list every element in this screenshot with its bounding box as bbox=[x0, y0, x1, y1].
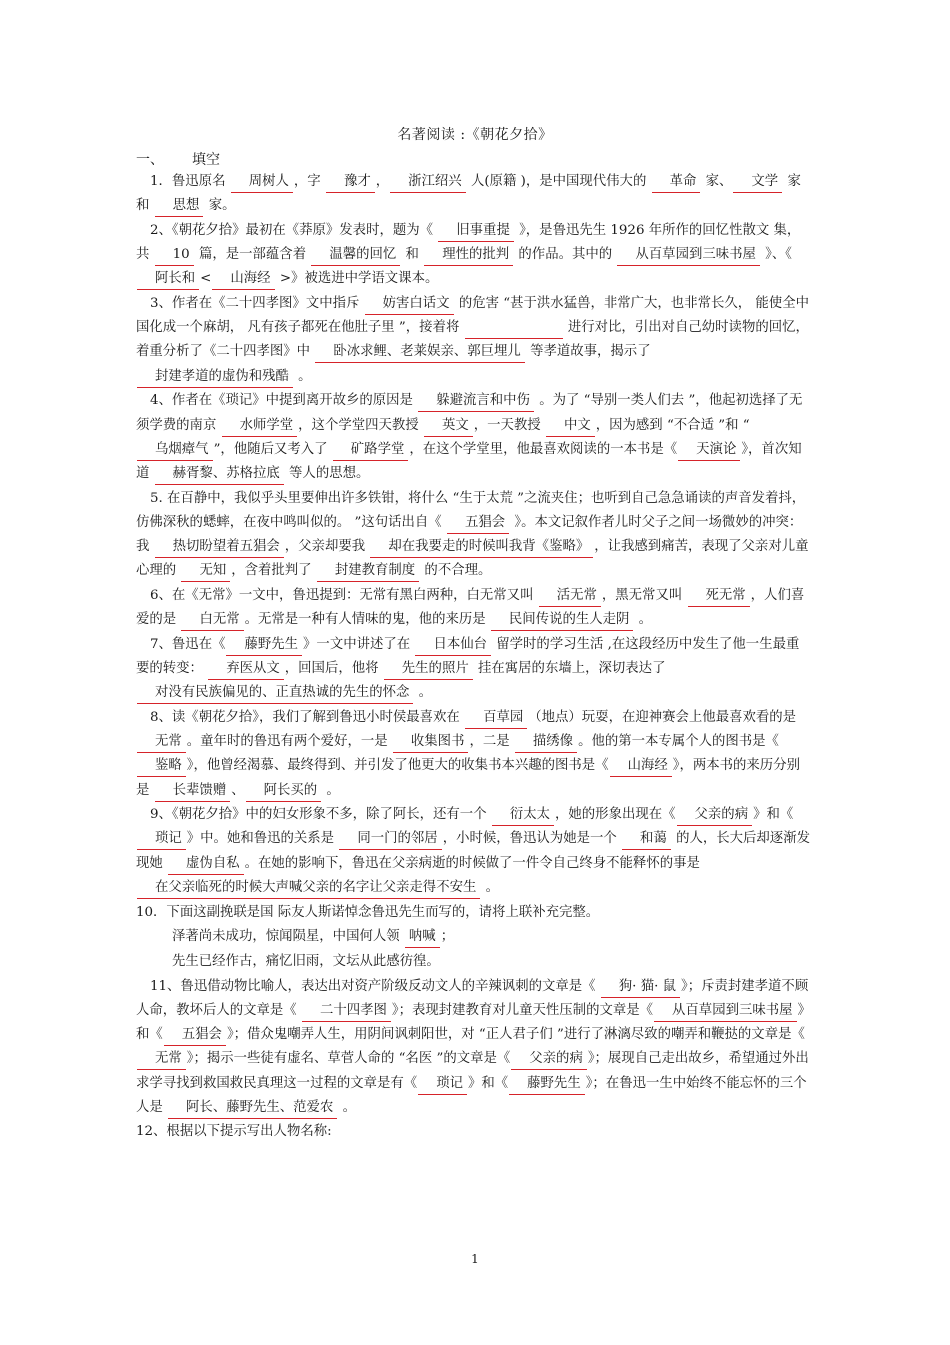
question-text: ”，他随后又考入了 bbox=[213, 441, 332, 457]
question-text: 》，是鲁迅先生 1926 年所作的回忆性散文 集， 共 bbox=[136, 222, 801, 263]
question-text: 的危害 “甚于洪水猛兽，非常广大，也非常长久， 能使全中国化成一个麻胡， 凡有孩子都死在他肚子里 ”，接着将 bbox=[136, 296, 809, 336]
answer-blank: 卧冰求鲤、老莱娱亲、郭巨埋儿 bbox=[315, 342, 524, 363]
question-text: 挂在寓居的东墙上，深切表达了 bbox=[473, 661, 666, 677]
answer-blank: 乌烟瘴气 bbox=[137, 440, 213, 461]
question-1 bbox=[136, 170, 812, 218]
question-text: ，二是 bbox=[469, 734, 514, 750]
couplet-text-c: ； bbox=[440, 929, 455, 945]
answer-blank: 同一门的邻居 bbox=[339, 829, 441, 850]
question-text: 9、《朝花夕拾》中的妇女形象不多，除了阿长，还有一个 bbox=[150, 807, 491, 823]
answer-blank: 文学 bbox=[733, 172, 782, 193]
question-text: 》；表现封建教育对儿童天性压制的文章是《 bbox=[391, 1002, 654, 1018]
question-text: 。 bbox=[322, 782, 340, 798]
question-text: ，她的形象出现在《 bbox=[555, 807, 676, 823]
couplet-line-1 bbox=[136, 925, 812, 949]
question-3 bbox=[136, 292, 812, 389]
answer-blank: 父亲的病 bbox=[677, 805, 753, 826]
answer-blank: 藤野先生 bbox=[509, 1074, 585, 1095]
question-text: ，因为感到 “不合适 ”和 “ bbox=[595, 417, 750, 433]
page-number: 1 bbox=[471, 1252, 479, 1266]
question-text: 》和《 bbox=[753, 807, 794, 823]
answer-blank: 理性的批判 bbox=[424, 245, 513, 266]
question-text: 的人，长大后却逐渐发现她 bbox=[136, 831, 810, 871]
question-5 bbox=[136, 487, 812, 584]
question-text: 。 bbox=[414, 685, 433, 701]
question-text: ，人们喜爱的是 bbox=[136, 587, 805, 628]
question-text: 的作品。其中的 bbox=[514, 247, 617, 263]
question-text: 》中。她和鲁迅的关系是 bbox=[186, 831, 339, 847]
question-text: 。在她的影响下，鲁迅在父亲病逝的时候做了一件令自己终身不能释怀的事是 bbox=[244, 855, 700, 871]
answer-blank: 父亲的病 bbox=[511, 1049, 587, 1070]
answer-blank: 描绣像 bbox=[515, 732, 577, 753]
question-text: 》；揭示一些徒有虚名、草菅人命的 “名医 ”的文章是《 bbox=[186, 1051, 511, 1067]
answer-blank: 英文 bbox=[424, 416, 473, 437]
question-text: 和 bbox=[401, 247, 424, 263]
answer-blank: 弃医从文 bbox=[208, 659, 284, 680]
question-text: 、 bbox=[231, 782, 245, 798]
question-10 bbox=[136, 901, 812, 925]
question-12 bbox=[136, 1120, 812, 1144]
question-text: 留学时的学习生活 ,在这段经历中发生了他一生最重要的转变： bbox=[136, 636, 800, 677]
question-text: ，小时候，鲁迅认为她是一个 bbox=[442, 831, 622, 847]
section-number: 一、 bbox=[136, 152, 164, 168]
question-text: 8、读《朝花夕拾》，我们了解到鲁迅小时侯最喜欢在 bbox=[150, 709, 465, 725]
answer-blank: 五猖会 bbox=[447, 513, 509, 534]
answer-blank: 阿长和 bbox=[137, 269, 199, 290]
question-text: ，这个学堂四天教授 bbox=[298, 417, 423, 433]
answer-blank: 和蔼 bbox=[622, 829, 671, 850]
question-text: 2、《朝花夕拾》最初在《莽原》发表时，题为《 bbox=[150, 222, 438, 238]
question-text: ，让我感到痛苦，表现了父亲对儿童心理的 bbox=[136, 539, 809, 579]
answer-blank: 活无常 bbox=[539, 586, 601, 607]
question-text: 》和《 bbox=[467, 1075, 509, 1091]
answer-blank bbox=[465, 318, 563, 339]
answer-blank: 无常 bbox=[137, 732, 186, 753]
question-text: 。童年时的鲁迅有两个爱好，一是 bbox=[186, 734, 392, 750]
question-text: ，父亲却要我 bbox=[284, 539, 370, 555]
answer-blank: 民间传说的生人走阴 bbox=[491, 610, 634, 631]
question-text: 》；在鲁迅一生中始终不能忘怀的三个人是 bbox=[136, 1075, 807, 1115]
question-11 bbox=[136, 975, 812, 1120]
answer-blank: 衍太太 bbox=[492, 805, 554, 826]
question-text: 5. 在百静中，我似乎头里要伸出许多铁钳，将什么 “生于太荒 ”之流夹住；也听到自己急急诵读的声音发着抖，仿佛深秋的蟋蟀，在夜中鸣叫似的。 ”这句话出自《 bbox=[136, 490, 806, 530]
question-text: < bbox=[200, 271, 212, 287]
question-text: 11、鲁迅借动物比喻人，表达出对资产阶级反动文人的辛辣讽刺的文章是《 bbox=[150, 978, 600, 994]
question-6 bbox=[136, 584, 812, 632]
answer-blank: 先生的照片 bbox=[384, 659, 473, 680]
answer-blank: 中文 bbox=[546, 416, 595, 437]
question-text: 家和 bbox=[136, 174, 801, 214]
question-text: 。为了 “导别一类人们去 ”，他起初选择了无须学费的南京 bbox=[136, 393, 803, 433]
question-text: 等人的思想。 bbox=[284, 465, 370, 481]
answer-blank: 琐记 bbox=[418, 1074, 467, 1095]
question-7 bbox=[136, 633, 812, 706]
answer-blank: 琐记 bbox=[137, 829, 186, 850]
answer-blank: 收集图书 bbox=[393, 732, 469, 753]
question-text: 篇，是一部蕴含着 bbox=[194, 247, 311, 263]
answer-blank: 山海经 bbox=[610, 756, 672, 777]
answer-blank: 无常 bbox=[137, 1049, 186, 1070]
question-list bbox=[136, 170, 812, 1145]
answer-blank: 温馨的回忆 bbox=[311, 245, 400, 266]
answer-blank: 躲避流言和中伤 bbox=[418, 391, 534, 412]
question-text: 12、根据以下提示写出人物名称: bbox=[136, 1124, 332, 1140]
answer-blank: 虚伪自私 bbox=[168, 854, 244, 875]
answer-blank: 白无常 bbox=[181, 610, 243, 631]
question-text: ， bbox=[375, 174, 390, 189]
answer-blank: 矿路学堂 bbox=[333, 440, 409, 461]
answer-blank: 赫胥黎、苏格拉底 bbox=[155, 464, 284, 485]
answer-blank: 长辈馈赠 bbox=[155, 781, 231, 802]
couplet-line-2: 先生已经作古，痛忆旧雨，文坛从此感彷徨。 bbox=[172, 954, 440, 969]
question-text: 。 bbox=[293, 368, 312, 384]
question-text: 。 bbox=[634, 612, 653, 628]
answer-blank: 死无常 bbox=[688, 586, 750, 607]
question-text: 7、鲁迅在《 bbox=[150, 636, 226, 652]
answer-blank: 无知 bbox=[181, 561, 230, 582]
answer-blank: 水师学堂 bbox=[222, 416, 298, 437]
answer-blank: 周树人 bbox=[231, 172, 293, 193]
question-text: 3、作者在《二十四孝图》文中指斥 bbox=[150, 296, 364, 312]
answer-blank: 日本仙台 bbox=[415, 635, 491, 656]
answer-blank: 却在我要走的时候叫我背《鉴略》 bbox=[370, 537, 593, 558]
question-text: 》。本文记叙作者儿时父子之间一场微妙的冲突： 我 bbox=[136, 514, 803, 555]
answer-blank: 妨害白话文 bbox=[365, 294, 454, 315]
answer-blank: 天演论 bbox=[678, 440, 740, 461]
answer-blank: 革命 bbox=[652, 172, 701, 193]
question-text: 家、 bbox=[701, 174, 733, 189]
question-text: ，黑无常又叫 bbox=[601, 587, 687, 603]
question-2 bbox=[136, 219, 812, 292]
question-text: 》；斥责封建孝道不顾人命，教坏后人的文章是《 bbox=[136, 978, 809, 1018]
question-text: ，在这个学堂里，他最喜欢阅读的一本书是《 bbox=[409, 441, 678, 457]
question-text: 。 bbox=[481, 879, 500, 895]
answer-blank: 对没有民族偏见的、正直热诚的先生的怀念 bbox=[137, 683, 413, 704]
answer-blank: 热切盼望着五猖会 bbox=[155, 537, 284, 558]
answer-blank: 藤野先生 bbox=[226, 635, 302, 656]
question-4 bbox=[136, 389, 812, 486]
question-text: 进行对比，引出对自己幼时读物的回忆，着重分析了《二十四孝图》中 bbox=[136, 320, 809, 360]
question-text: 》，首次知道 bbox=[136, 441, 802, 481]
document-title: 名著阅读 :《朝花夕拾》 bbox=[397, 127, 553, 143]
answer-blank: 旧事重提 bbox=[438, 221, 514, 242]
question-text: 的不合理。 bbox=[420, 563, 492, 579]
question-text: 等孝道故事，揭示了 bbox=[525, 344, 651, 360]
answer-blank: 五猖会 bbox=[164, 1025, 226, 1046]
question-text: 家。 bbox=[204, 198, 236, 214]
answer-blank: 封建孝道的虚伪和残酷 bbox=[137, 367, 293, 388]
answer-blank: 鉴略 bbox=[137, 756, 186, 777]
answer-blank: 思想 bbox=[155, 196, 204, 217]
question-text: 》一文中讲述了在 bbox=[303, 636, 415, 652]
question-text: 1．鲁迅原名 bbox=[150, 174, 230, 189]
answer-blank: 狗· 猫· 鼠 bbox=[601, 977, 680, 998]
question-text: 。他的第一本专属个人的图书是《 bbox=[578, 734, 779, 750]
answer-blank: 浙江绍兴 bbox=[390, 172, 466, 193]
question-text: ，字 bbox=[293, 174, 325, 189]
answer-blank: 10 bbox=[155, 245, 194, 266]
question-text: ，一天教授 bbox=[473, 417, 545, 433]
answer-blank: 在父亲临死的时候大声喊父亲的名字让父亲走得不安生 bbox=[137, 878, 480, 899]
question-text: 》；展现自己走出故乡，希望通过外出求学寻找到救国救民真理这一过程的文章是有《 bbox=[136, 1051, 809, 1091]
answer-blank: 百草园 bbox=[465, 708, 527, 729]
question-text: 》、《 bbox=[760, 247, 792, 263]
question-text: ，含着批判了 bbox=[231, 563, 316, 579]
answer-blank: 山海经 bbox=[212, 269, 274, 290]
question-text: 人(原籍 )，是中国现代伟大的 bbox=[466, 174, 651, 189]
question-text: 4、作者在《琐记》中提到离开故乡的原因是 bbox=[150, 393, 418, 409]
question-text: 》；借众鬼嘲弄人生，用阴间讽刺阳世，对 “正人君子们 ”进行了淋漓尽致的嘲弄和鞭挞的文章是《 bbox=[226, 1027, 805, 1043]
question-text: 》，两本书的来历分别是 bbox=[136, 758, 800, 798]
answer-blank: 从百草园到三味书屋 bbox=[654, 1001, 797, 1022]
answer-blank: 从百草园到三味书屋 bbox=[617, 245, 760, 266]
section-label: 填空 bbox=[192, 152, 220, 168]
question-text: 6、在《无常》一文中，鲁迅提到：无常有黑白两种，白无常又叫 bbox=[150, 587, 538, 603]
section-heading bbox=[136, 149, 248, 169]
question-text: >》被选进中学语文课本。 bbox=[275, 271, 439, 287]
question-text: 》，他曾经渴慕、最终得到、并引发了他更大的收集书本兴趣的图书是《 bbox=[186, 758, 609, 774]
answer-blank: 呐喊 bbox=[405, 927, 440, 948]
question-text: 10．下面这副挽联是国 际友人斯诺悼念鲁迅先生而写的，请将上联补充完整。 bbox=[136, 904, 600, 920]
question-text: （地点）玩耍，在迎神赛会上他最喜欢看的是 bbox=[528, 709, 797, 725]
question-text: 》和《 bbox=[136, 1002, 811, 1043]
question-8 bbox=[136, 706, 812, 803]
question-text: ，回国后，他将 bbox=[284, 661, 383, 677]
question-9 bbox=[136, 803, 812, 900]
answer-blank: 封建教育制度 bbox=[317, 561, 419, 582]
answer-blank: 阿长、藤野先生、范爱农 bbox=[168, 1098, 337, 1119]
question-text: 。无常是一种有人情味的鬼，他的来历是 bbox=[244, 612, 490, 628]
answer-blank: 豫才 bbox=[326, 172, 375, 193]
answer-blank: 二十四孝图 bbox=[302, 1001, 391, 1022]
question-text: 。 bbox=[338, 1099, 356, 1115]
answer-blank: 阿长买的 bbox=[246, 781, 322, 802]
couplet-text-a: 泽著尚未成功，惊闻陨星，中国何人领 bbox=[172, 929, 404, 945]
